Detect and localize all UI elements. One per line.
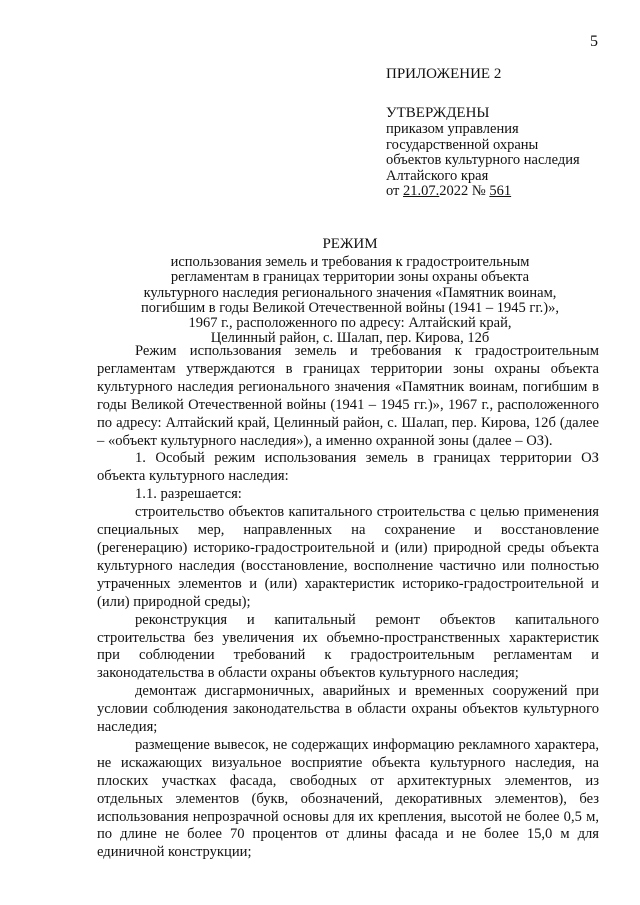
list-item-signage: размещение вывесок, не содержащих информацию рекламного характера, не искажающих визуальное восприятие объекта культурного наследия, на плоских участках фасада, свободных от архитектурных элементов, из отдельных элементов (букв, обозначений, декоративных элементов), без использования непрозрачной основы для их крепления, высотой не более 0,5 м, по длине не более 70 процентов от длины фасада и не более 15,0 м для единичной конструкции; (97, 736, 599, 861)
order-line: государственной охраны (386, 136, 539, 153)
heading-line: регламентам в границах территории зоны охраны объекта (170, 269, 530, 286)
intro-paragraph: Режим использования земель и требования к градостроительным регламентам утверждаются в границах территории зоны охраны объекта культурного наследия регионального значения «Памятник воинам, погибшим в годы Великой Отечественной войны (1941 – 1945 гг.)», 1967 г., расположенного по адресу: Алтайский край, Целинный район, с. Шалап, пер. Кирова, 12б (далее – «объект культурного наследия»), а именно охранной зоны (далее – ОЗ). (97, 343, 599, 449)
order-date: 21.07. (403, 183, 440, 199)
number-sign: № (471, 183, 486, 199)
order-line: приказом управления (386, 121, 519, 137)
order-number: 561 (489, 183, 512, 199)
list-item-construction: строительство объектов капитального строительства с целью применения специальных мер, направленных на сохранение и восстановление (регенерацию) историко-градостроительной и (или) природной среды объекта культурного наследия (восстановление, восполнение частично или полностью утраченных элементов и (или) характеристик историко-градостроительной и (или) природной среды); (97, 504, 599, 610)
page-number: 5 (590, 33, 598, 50)
list-item-reconstruction: реконструкция и капитальный ремонт объектов капитального строительства без увеличения их объемно-пространственных характеристик при соблюдении требований к градостроительным регламентам и законодательства в области охраны объектов культурного наследия; (97, 611, 599, 682)
date-prefix: от (386, 183, 400, 199)
section-1-paragraph: 1. Особый режим использования земель в границах территории ОЗ объекта культурного наследия: (97, 450, 599, 485)
heading-line: использования земель и требования к градостроительным (170, 254, 530, 270)
order-line: Алтайского края (386, 167, 489, 184)
appendix-title: ПРИЛОЖЕНИЕ 2 (386, 66, 502, 82)
heading-line: 1967 г., расположенного по адресу: Алтайский край, (188, 315, 512, 332)
section-1-1-paragraph: 1.1. разрешается: (135, 486, 242, 503)
heading-line: культурного наследия регионального значения «Памятник воинам, (143, 284, 557, 301)
order-date-line (386, 184, 580, 200)
order-year: 2022 (439, 183, 469, 199)
heading-line: погибшим в годы Великой Отечественной войны (1941 – 1945 гг.)», (140, 299, 560, 316)
order-line: объектов культурного наследия (386, 152, 580, 168)
heading-title: РЕЖИМ (322, 236, 378, 252)
heading-line: Целинный район, с. Шалап, пер. Кирова, 12б (210, 330, 490, 347)
document-body (97, 343, 599, 862)
appendix-block (386, 66, 580, 200)
approved-label: УТВЕРЖДЕНЫ (386, 105, 490, 121)
document-heading (100, 236, 600, 347)
list-item-demolition: демонтаж дисгармоничных, аварийных и временных сооружений при условии соблюдения законодательства в области охраны объектов культурного наследия; (97, 683, 599, 736)
